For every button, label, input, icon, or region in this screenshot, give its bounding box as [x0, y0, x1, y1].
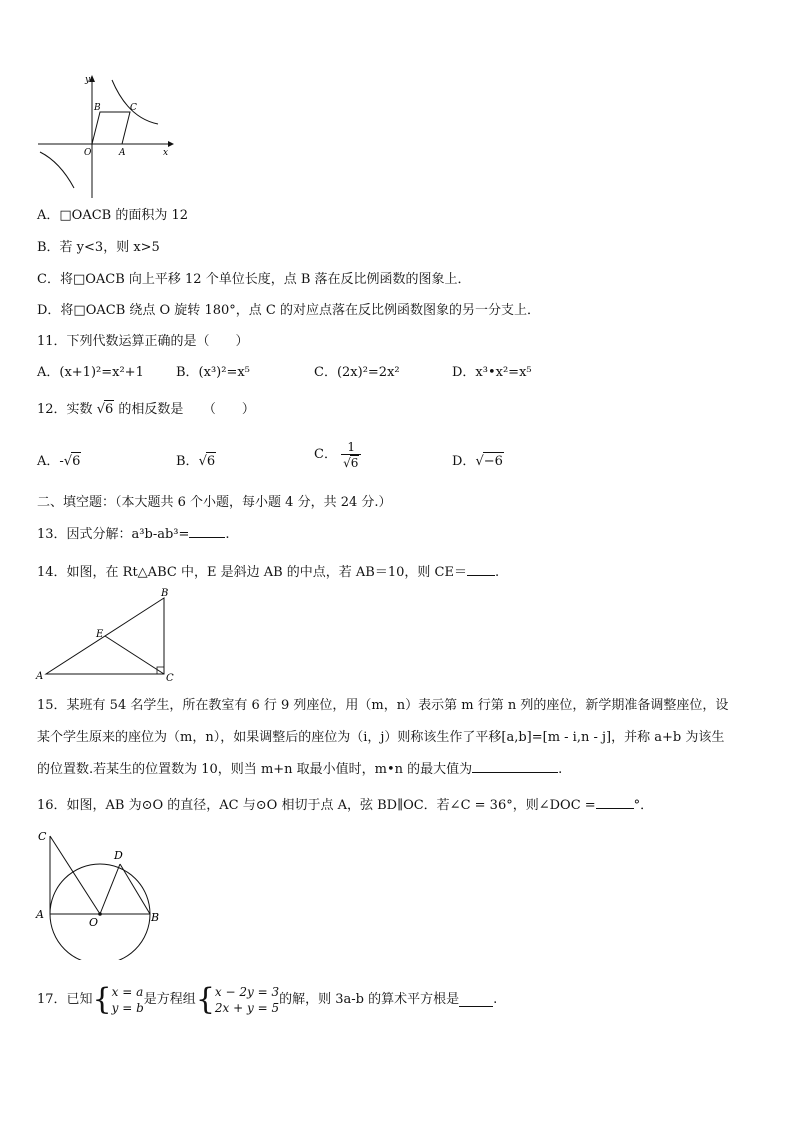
q16-figure — [32, 826, 162, 960]
q16-stem: 16．如图，AB 为⊙O 的直径，AC 与⊙O 相切于点 A，弦 BD∥OC．若∠C = 36°，则∠DOC = °． — [37, 798, 654, 813]
hyperbola-branch-upper — [112, 80, 158, 124]
label-a: A — [119, 148, 126, 158]
label-b: B — [94, 103, 101, 113]
q12-option-a: A．-√6 — [37, 454, 81, 469]
q12-option-d: D．√−6 — [452, 454, 503, 469]
label-b: B — [151, 911, 160, 924]
segment-oc — [50, 836, 100, 914]
q10-option-a: A．□OACB 的面积为 12 — [37, 208, 189, 223]
q10-option-c: C．将□OACB 向上平移 12 个单位长度，点 B 落在反比例函数的图象上． — [37, 272, 471, 287]
q14-figure — [34, 586, 184, 682]
center-dot — [98, 912, 102, 916]
q11-stem: 11．下列代数运算正确的是（ ） — [37, 334, 249, 349]
q15-line-2: 某个学生原来的座位为（m，n），如果调整后的座位为（i，j）则称该生作了平移[a,b]=[m - i,n - j]，并称 a+b 为该生 — [37, 730, 725, 745]
q12-option-b: B．√6 — [176, 454, 216, 469]
parallelogram-oacb — [92, 112, 130, 144]
label-d: D — [114, 849, 123, 862]
q17-system-1: x = a y = b — [111, 985, 144, 1015]
label-c: C — [166, 673, 174, 682]
label-c: C — [38, 830, 47, 843]
q17-system-2: x − 2y = 3 2x + y = 5 — [214, 985, 280, 1015]
label-x: x — [163, 148, 169, 158]
label-b: B — [161, 588, 169, 599]
x-axis-arrow-icon — [168, 141, 174, 147]
q12-stem-post: 的相反数是 （ ） — [118, 402, 255, 417]
segment-od — [100, 864, 120, 914]
q10-figure — [30, 70, 180, 202]
q10-option-b: B．若 y<3，则 x>5 — [37, 240, 160, 255]
q17-stem: 17．已知{x = a y = b是方程组{x − 2y = 3 2x + y = 5的解，则 3a-b 的算术平方根是 . — [37, 982, 498, 1017]
hyperbola-branch-lower — [40, 152, 74, 188]
circle-o — [50, 864, 150, 960]
q12-stem — [37, 400, 255, 419]
q15-line-1: 15．某班有 54 名学生，所在教室有 6 行 9 列座位，用（m，n）表示第 m 行第 n 列的座位，新学期准备调整座位，设 — [37, 698, 729, 713]
brace-icon: { — [92, 982, 112, 1017]
segment-ce — [105, 636, 164, 674]
sqrt-symbol: √ — [96, 402, 105, 417]
q13-answer-blank — [189, 525, 225, 538]
q11-option-c: C．(2x)²=2x² — [314, 365, 400, 380]
q11-option-a: A．(x+1)²=x²+1 — [37, 365, 144, 380]
q12-stem-pre: 12．实数 — [37, 402, 93, 417]
label-a: A — [36, 908, 44, 921]
q11-option-d: D．x³•x²=x⁵ — [452, 365, 532, 380]
section-2-heading: 二、填空题：（本大题共 6 个小题，每小题 4 分，共 24 分.） — [37, 495, 392, 510]
q17-answer-blank — [459, 994, 493, 1007]
label-a: A — [36, 671, 44, 682]
brace-icon: { — [195, 982, 215, 1017]
q16-answer-blank — [596, 796, 634, 809]
q12-option-c: C． $\frac{1}{√6}$ — [314, 440, 361, 470]
label-y: y — [85, 75, 91, 85]
q12-fraction: $\frac{1}{√6}$ — [341, 440, 361, 470]
q14-stem: 14．如图，在 Rt△ABC 中，E 是斜边 AB 的中点，若 AB＝10，则 CE＝ . — [37, 565, 500, 580]
q10-option-d: D．将□OACB 绕点 O 旋转 180°，点 C 的对应点落在反比例函数图象的另一分支上． — [37, 303, 540, 318]
q15-line-3: 的位置数.若某生的位置数为 10，则当 m+n 取最小值时，m•n 的最大值为 . — [37, 762, 563, 777]
label-c: C — [130, 103, 137, 113]
q14-answer-blank — [467, 563, 495, 576]
q15-answer-blank — [472, 760, 558, 773]
q13-stem: 13．因式分解：a³b-ab³= . — [37, 527, 230, 542]
q12-radicand: 6 — [104, 402, 114, 417]
label-e: E — [96, 629, 104, 640]
chord-bd — [120, 864, 150, 914]
q11-option-b: B．(x³)²=x⁵ — [176, 365, 250, 380]
label-o: O — [84, 148, 92, 158]
label-o: O — [89, 916, 99, 929]
